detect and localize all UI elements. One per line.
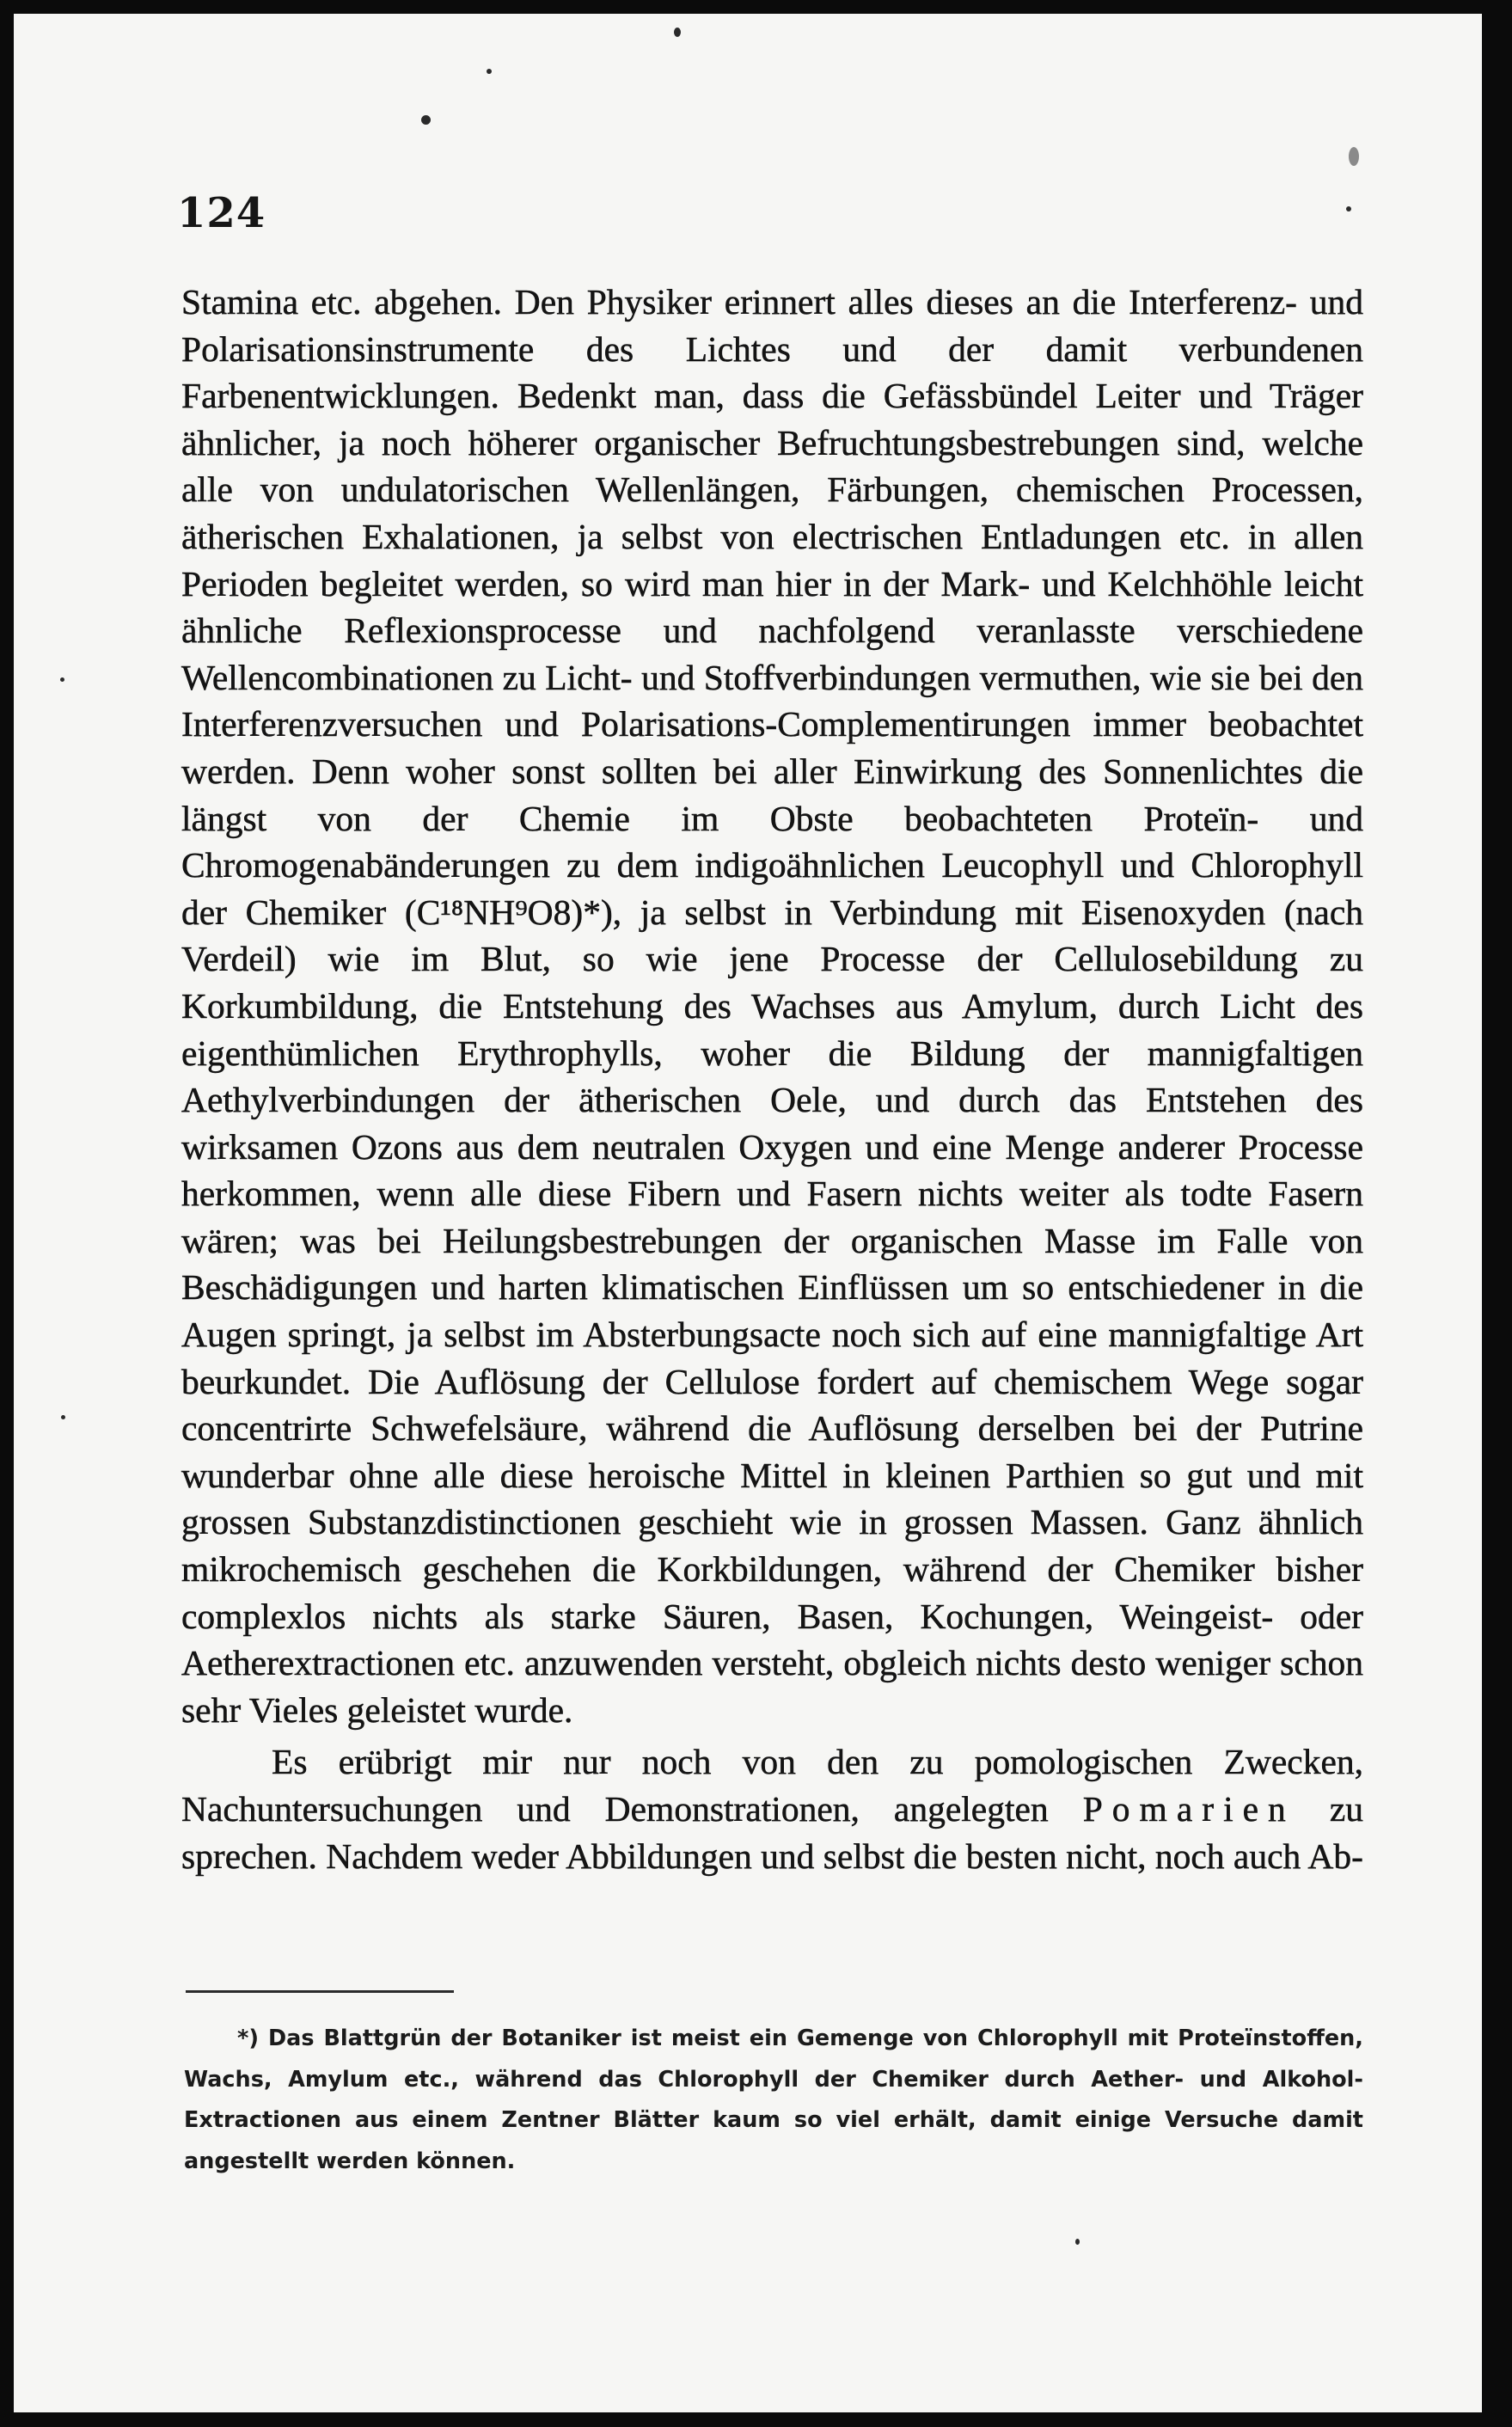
footnote: *) Das Blattgrün der Botaniker ist meist ein Gemenge von Chlorophyll mit Proteïnstoffen, Wachs, Amylum etc., während das Chlorophyll der Chemiker durch Aether- und Alkohol-Extractionen aus einem Zentner Blätter kaum so viel erhält, damit einige Versuche damit angestellt werden können. [184,2026,1363,2174]
ink-speck [674,28,681,37]
ink-speck [61,1415,65,1419]
page-number: 124 [177,189,266,237]
scanned-page [14,14,1482,2412]
footnote-rule [186,1990,454,1993]
paragraph: Stamina etc. abgehen. Den Physiker erinnert alles dieses an die Interferenz- und Polarisationsinstrumente des Lichtes und der damit verbundenen Farbenentwicklungen. Bedenkt man, dass die Gefässbündel Leiter und Träger ähnlicher, ja noch höherer organischer Befruchtungsbestrebungen sind, welche alle von undulatorischen Wellenlängen, Färbungen, chemischen Processen, ätherischen Exhalationen, ja selbst von electrischen Entladungen etc. in allen Perioden begleitet werden, so wird man hier in der Mark- und Kelchhöhle leicht ähnliche Reflexionsprocesse und nachfolgend veranlasste verschiedene Wellencombinationen zu Licht- und Stoffverbindungen vermuthen, wie sie bei den Interferenzversuchen und Polarisations-Complementirungen immer beobachtet werden. Denn woher sonst sollten bei aller Einwirkung des Sonnenlichtes die längst von der Chemie im Obste beobachteten Proteïn- und Chromogenabänderungen zu dem indigoähnlichen Leucophyll und Chlorophyll der Chemiker (C¹⁸NH⁹O8)*), ja selbst in Verbindung mit Eisenoxyden (nach Verdeil) wie im Blut, so wie jene Processe der Cellulosebildung zu Korkumbildung, die Entstehung des Wachses aus Amylum, durch Licht des eigenthümlichen Erythrophylls, woher die Bildung der mannigfaltigen Aethylverbindungen der ätherischen Oele, und durch das Entstehen des wirksamen Ozons aus dem neutralen Oxygen und eine Menge anderer Processe herkommen, wenn alle diese Fibern und Fasern nichts weiter als todte Fasern wären; was bei Heilungsbestrebungen der organischen Masse im Falle von Beschädigungen und harten klimatischen Einflüssen um so entschiedener in die Augen springt, ja selbst im Absterbungsacte noch sich auf eine mannigfaltige Art beurkundet. Die Auflösung der Cellulose fordert auf chemischem Wege sogar concentrirte Schwefelsäure, während die Auflösung derselben bei der Putrine wunderbar ohne alle diese heroische Mittel in kleinen Parthien so gut und mit grossen Substanzdistinctionen geschieht wie in grossen Massen. Ganz ähnlich mikrochemisch geschehen die Korkbildungen, während der Chemiker bisher complexlos nichts als starke Säuren, Basen, Kochungen, Weingeist- oder Aetherextractionen etc. anzuwenden versteht, obgleich nichts desto weniger schon sehr Vieles geleistet wurde. [181,282,1363,1730]
paragraph-text: zu sprechen. Nachdem weder Abbildungen und selbst die besten nicht, noch auch Ab- [181,1789,1364,1876]
ink-speck [1075,2239,1080,2245]
ink-speck [1346,206,1351,211]
paragraph-text: Es erübrigt mir nur noch von den zu pomologischen Zwecken, Nachuntersuchungen und Demonstrationen, angelegten [181,1742,1363,1829]
paragraph [181,1738,1363,1879]
ink-speck [487,69,492,74]
body-text [181,279,1363,1879]
ink-speck [1349,147,1359,166]
ink-speck [421,115,431,125]
emphasized-word: Pomarien [1082,1789,1295,1829]
ink-speck [60,677,64,682]
